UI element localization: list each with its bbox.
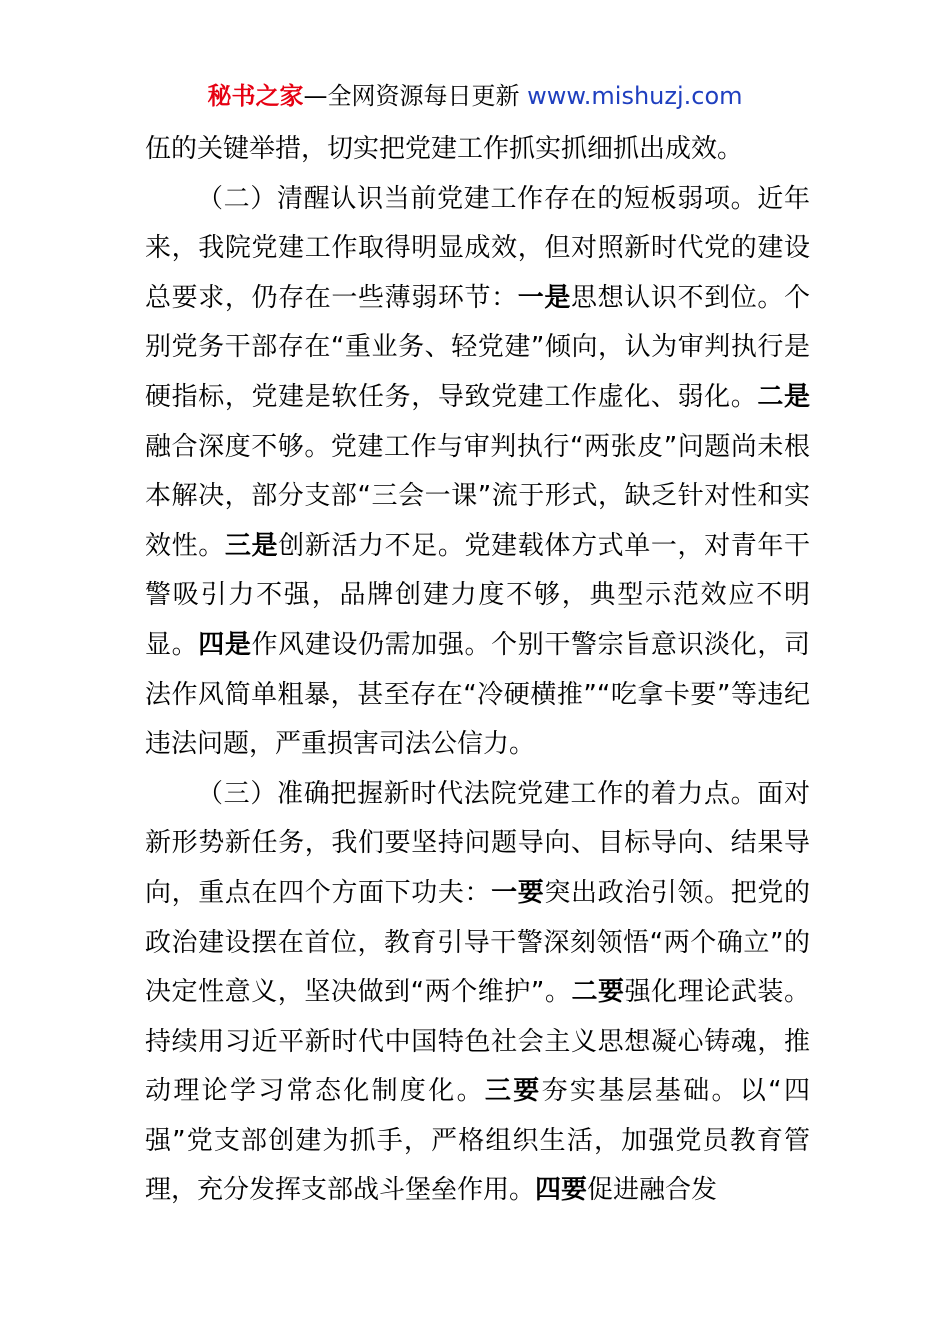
header-tagline: —全网资源每日更新 (303, 82, 520, 110)
paragraph-text: 强化理论武装。持续用习近平新时代中国特色社会主义思想凝心铸魂，推动理论学习常态化制度化。 (145, 977, 810, 1107)
paragraph-focus-points (145, 770, 810, 1216)
paragraph-shortcomings (145, 175, 810, 770)
paragraph-text: 融合深度不够。党建工作与审判执行“两张皮”问题尚未根本解决，部分支部“三会一课”流于形式，缺乏针对性和实效性。 (145, 431, 810, 561)
header-url[interactable]: www.mishuzj.com (527, 82, 743, 110)
bold-marker: 三要 (484, 1076, 542, 1107)
bold-marker: 三是 (224, 530, 279, 561)
paragraph-text: 作风建设仍需加强。个别干警宗旨意识淡化，司法作风简单粗暴，甚至存在“冷硬横推”“吃拿卡要”等违纪违法问题，严重损害司法公信力。 (145, 629, 810, 760)
paragraph-text: 促进融合发 (587, 1175, 718, 1206)
document-body (145, 125, 810, 1216)
bold-marker: 二要 (571, 977, 625, 1008)
paragraph-text: 思想认识不到位。个别党务干部存在“重业务、轻党建”倾向，认为审判执行是硬指标，党建是软任务，导致党建工作虚化、弱化。 (145, 282, 810, 412)
site-header (0, 80, 950, 112)
paragraph-text: 突出政治引领。把党的政治建设摆在首位，教育引导干警深刻领悟“两个确立”的决定性意义，坚决做到“两个维护”。 (145, 877, 810, 1008)
bold-marker: 二是 (757, 381, 810, 412)
paragraph-text: （二）清醒认识当前党建工作存在的短板弱项。近年来，我院党建工作取得明显成效，但对照新时代党的建设总要求，仍存在一些薄弱环节： (145, 183, 810, 313)
paragraph-text: 夯实基层基础。以“四强”党支部创建为抓手，严格组织生活，加强党员教育管理，充分发挥支部战斗堡垒作用。 (145, 1076, 810, 1206)
paragraph-continuation: 伍的关键举措，切实把党建工作抓实抓细抓出成效。 (145, 134, 744, 164)
paragraph-text: 创新活力不足。党建载体方式单一，对青年干警吸引力不强，品牌创建力度不够，典型示范效应不明显。 (145, 530, 810, 660)
bold-marker: 一是 (517, 282, 571, 313)
paragraph-text: （三）准确把握新时代法院党建工作的着力点。面对新形势新任务，我们要坚持问题导向、目标导向、结果导向，重点在四个方面下功夫： (145, 778, 810, 908)
bold-marker: 四要 (535, 1175, 588, 1206)
bold-marker: 一要 (491, 877, 545, 908)
header-brand: 秘书之家 (207, 82, 304, 110)
bold-marker: 四是 (198, 629, 252, 660)
